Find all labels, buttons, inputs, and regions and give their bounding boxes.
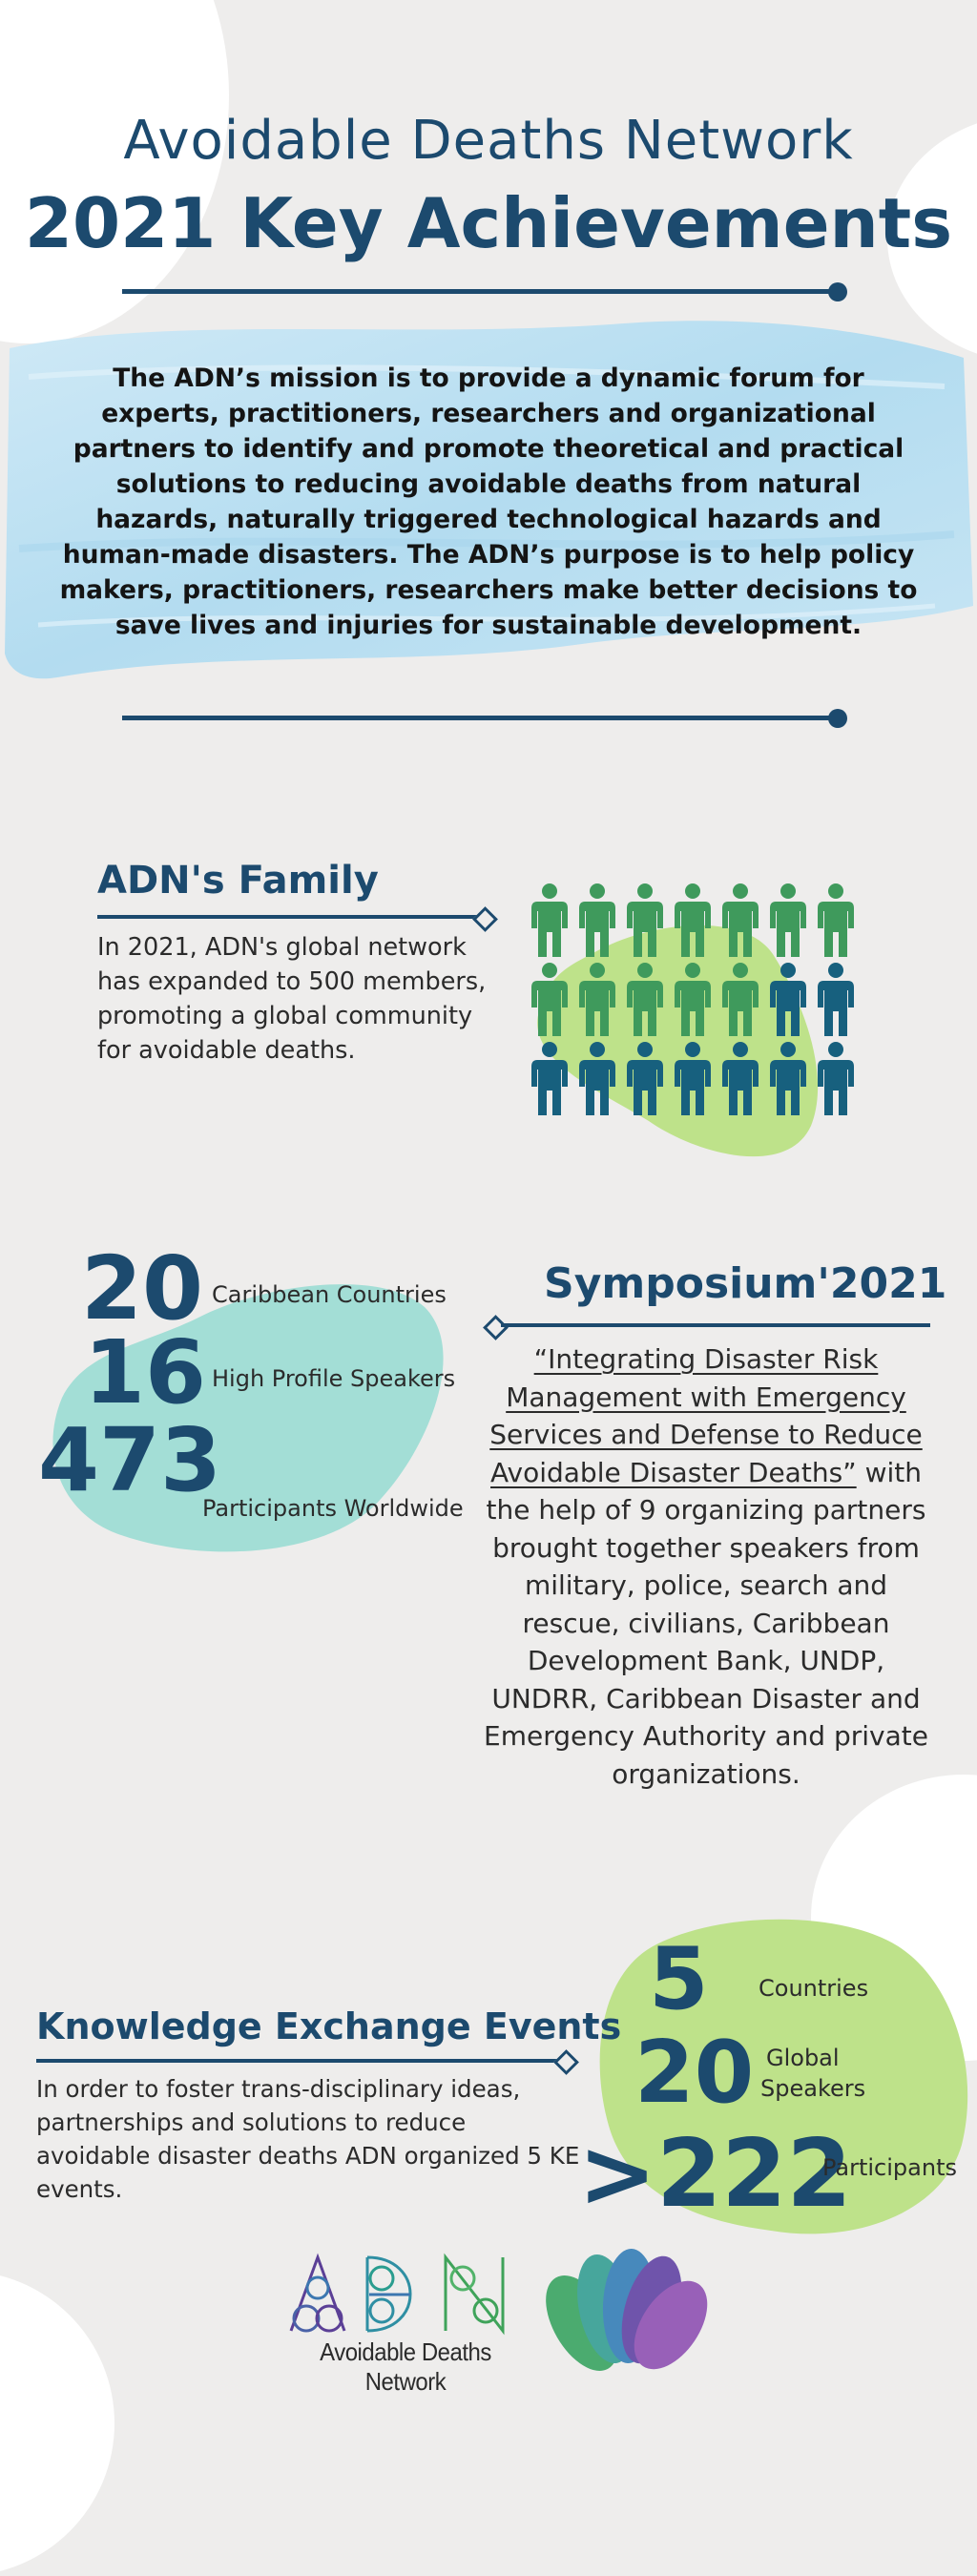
page-title-network: Avoidable Deaths Network (123, 110, 854, 172)
person-icon (673, 962, 713, 1038)
person-icon (816, 962, 856, 1038)
mission-statement: The ADN’s mission is to provide a dynamic forum for experts, practitioners, researchers and organizational partners to identify and promote theoretical and practical solutions to reducing avoidable deaths from natural hazards, naturally triggered technological hazards and human-made disasters. The ADN’s purpose is to help policy makers, practitioners, researchers make better decisions to save lives and injuries for sustainable development. (59, 364, 918, 640)
divider-mission-dot (828, 709, 847, 728)
person-icon (768, 883, 808, 959)
person-icon (673, 883, 713, 959)
stat-participants-label: Participants Worldwide (202, 1495, 464, 1522)
person-icon (577, 1041, 617, 1117)
person-icon (577, 962, 617, 1038)
person-icon (530, 962, 570, 1038)
ke-participants-label: Participants (822, 2154, 957, 2181)
ke-speakers-label-line1: Global (766, 2045, 840, 2071)
person-icon (720, 962, 760, 1038)
person-icon (720, 1041, 760, 1117)
ke-speakers-value: 20 (634, 2023, 755, 2123)
ke-text: In order to foster trans-disciplinary ideas, partnerships and solutions to reduce avoidable disaster deaths ADN organized 5 KE events. (36, 2075, 580, 2203)
stat-countries-label: Caribbean Countries (212, 1281, 447, 1308)
person-icon (530, 883, 570, 959)
ke-speakers-label-line2: Speakers (760, 2075, 866, 2102)
symposium-divider-diamond (483, 1315, 509, 1340)
ke-heading: Knowledge Exchange Events (36, 2005, 622, 2047)
family-divider (97, 915, 479, 919)
adn-wordmark-icon (281, 2250, 530, 2340)
stat-speakers-value: 16 (84, 1321, 207, 1423)
family-text: In 2021, ADN's global network has expanded to 500 members, promoting a global community for avoidable deaths. (97, 933, 487, 1065)
stat-participants-value: 473 (38, 1409, 222, 1511)
family-heading: ADN's Family (97, 859, 379, 903)
person-icon (816, 1041, 856, 1117)
divider-top (122, 289, 836, 294)
person-icon (768, 962, 808, 1038)
person-icon (816, 883, 856, 959)
background-blob-bottom-left (0, 2271, 114, 2576)
person-icon (720, 883, 760, 959)
ke-countries-label: Countries (759, 1975, 869, 2002)
ke-divider (36, 2059, 561, 2063)
page-title-achievements: 2021 Key Achievements (24, 183, 953, 263)
person-icon (625, 962, 665, 1038)
divider-top-dot (828, 282, 847, 301)
person-icon (625, 1041, 665, 1117)
logo-caption: Avoidable Deaths Network (320, 2337, 491, 2396)
symposium-heading: Symposium'2021 (544, 1259, 947, 1308)
family-divider-diamond (472, 906, 498, 932)
stat-speakers-label: High Profile Speakers (212, 1365, 456, 1392)
symposium-description (482, 1340, 930, 1793)
person-icon (625, 883, 665, 959)
person-icon (673, 1041, 713, 1117)
person-icon (577, 883, 617, 959)
ke-divider-diamond (553, 2049, 579, 2075)
person-icon (530, 1041, 570, 1117)
divider-mission (122, 716, 836, 720)
symposium-title-quote: “Integrating Disaster Risk Management with Emergency Services and Defense to Reduce Avoidable Disaster Deaths” (489, 1343, 923, 1488)
ke-countries-value: 5 (649, 1929, 709, 2029)
stat-countries-value: 20 (81, 1237, 204, 1340)
lotus-petals-icon (539, 2247, 711, 2376)
symposium-divider (501, 1323, 930, 1327)
symposium-body: with the help of 9 organizing partners brought together speakers from military, police, search and rescue, civilians, Caribbean Development Bank, UNDP, UNDRR, Caribbean Disaster and Emergency Authority and private organizations. (484, 1456, 928, 1790)
person-icon (768, 1041, 808, 1117)
ke-participants-value: >222 (578, 2120, 852, 2229)
people-icon-grid (530, 883, 873, 1121)
